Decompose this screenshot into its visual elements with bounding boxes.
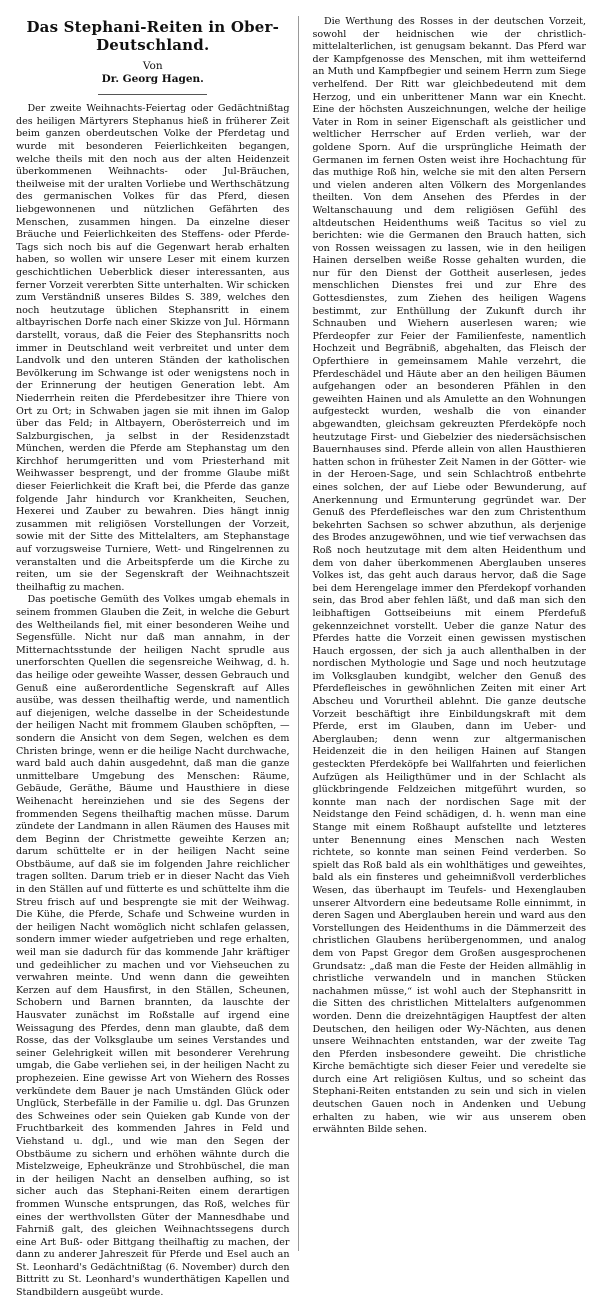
two-column-layout [16,16,586,1299]
left-column [16,16,299,1299]
byline-von: Von [142,60,163,72]
title-divider [98,94,207,95]
article-title: Das Stephani-Reiten in Ober-Deutschland. [26,18,280,54]
right-paragraph-1: Die Werthung des Rosses in der deutschen Vorzeit, sowohl der heidnischen wie der christlich-mittelalterlichen, ist genugsam bekannt. Das Pferd war der Kampfgenosse des Menschen, mit ihm wetteifernd an Muth und Kampfbegier und seinem Herrn zum Siege verhelfend. Der Ritt war gleichbedeutend mit dem Herzog, und ein unberittener Mann war ein Knecht. Eine der höchsten Auszeichnungen, welche der heilige Vater in Rom in seiner Eigenschaft als geistlicher und weltlicher Herrscher auf Erden verlieh, war der goldene Sporn. Auf die ursprüngliche Heimath der Germanen im fernen Osten weist ihre Hochachtung für das muthige Roß hin, welche sie mit den alten Persern und vielen anderen alten Völkern des Morgenlandes theilten. Von dem Ansehen des Pferdes in der Weltanschauung und dem religiösen Gefühl des altdeutschen Heidenthums weiß Tacitus so viel zu berichten: wie die Germanen den Brauch hatten, sich von Rossen weissagen zu lassen, wie in den heiligen Hainen derselben weiße Rosse gehalten wurden, die nur für den Dienst der Gottheit auserlesen, jedes menschlichen Dienstes frei und zur Ehre des Gottesdienstes, zum Ziehen des heiligen Wagens bestimmt, zur Enthüllung der Zukunft durch ihr Schnauben und Wiehern auserlesen waren; wie Pferdeopfer zur Feier der Familienfeste, namentlich Hochzeit und Begräbniß, abgehalten, das Fleisch der Opferthiere in gemeinsamem Mahle verzehrt, die Pferdeschädel und Häute aber an den heiligen Bäumen aufgehangen oder an besonderen Pfählen in den geweihten Hainen und als Amulette an den Wohnungen aufgesteckt wurden, weshalb die von einander abgewandten, gleichsam gekreuzten Pferdeköpfe noch heutzutage First- und Giebelzier des niedersächsischen Bauernhauses sind. Pferde allein von allen Hausthieren hatten schon in frühester Zeit Namen in der Götter- wie in der Heroen-Sage, und sein Schlachtroß entbehrte eines solchen, der auf Liebe oder Bewunderung, auf Anerkennung und Ermunterung gegründet war. Der Genuß des Pferdefleisches war den zum Christenthum bekehrten Sachsen so schwer abzuthun, als derjenige des Brodes anzugewöhnen, und wie tief verwachsen das Roß noch heutzutage mit dem alten Heidenthum und dem von daher überkommenen Aberglauben unseres Volkes ist, das geht auch daraus hervor, daß die Sage bei dem Herengelage immer den Pferdekopf vorhanden sein, das Brod aber fehlen läßt, und daß man sich den leibhaftigen Gottseibeiuns mit einem Pferdefuß gekennzeichnet vorstellt. Ueber die ganze Natur des Pferdes hatte die Vorzeit einen gewissen mystischen Hauch ergossen, der sich ja auch allenthalben in der nordischen Mythologie und Sage und noch heutzutage im Volksglauben kundgibt, welcher den Genuß des Pferdefleisches in gewöhnlichen Zeiten mit einer Art Abscheu und Vorurtheil ablehnt. Die ganze deutsche Vorzeit beschäftigt ihre Einbildungskraft mit dem Pferde, erst im Glauben, dann im Ueber- und Aberglauben; denn wenn zur altgermanischen Heidenzeit die in den heiligen Hainen auf Stangen gesteckten Pferdeköpfe bei Wallfahrten und feierlichen Aufzügen als Heiligthümer und in der Schlacht als glückbringende Feldzeichen mitgeführt wurden, so konnte man nach der nordischen Sage mit der Neidstange den Feind schädigen, d. h. wenn man eine Stange mit einem Roßhaupt aufstellte und letzteres unter Benennung eines Menschen nach Westen richtete, so konnte man seinen Feind verderben. So spielt das Roß bald als ein wohlthätiges und geweihtes, bald als ein finsteres und geheimnißvoll verderbliches Wesen, das überhaupt im Teufels- und Hexenglauben unserer Altvordern eine bedeutsame Rolle einnimmt, in deren Sagen und Aberglauben herein und ward aus den Vorstellungen des Heidenthums in die Dämmerzeit des christlichen Glaubens herübergenommen, und analog dem von Papst Gregor dem Großen ausgesprochenen Grundsatz: „daß man die Feste der Heiden allmählig in christliche verwandeln und in manchen Stücken nachahmen müsse,“ ist wohl auch der Stephansritt in die Sitten des christlichen Mittelalters aufgenommen worden. Denn die dreizehntägigen Hauptfest der alten Deutschen, den heiligen oder Wy-Nächten, aus denen unsere Weihnachten entstanden, war der zweite Tag den Pferden insbesondere geweiht. Die christliche Kirche bemächtigte sich dieser Feier und veredelte sie durch eine Art religiösen Kultus, und so scheint das Stephani-Reiten entstanden zu sein und sich in vielen deutschen Gauen noch in Andenken und Uebung erhalten zu haben, wie wir aus unserem oben erwähnten Bilde sehen. [312,16,586,1136]
left-paragraph-2: Das poetische Gemüth des Volkes umgab ehemals in seinem frommen Glauben die Zeit, in welche die Geburt des Weltheilands fiel, mit einer besonderen Weihe und Segensfülle. Nicht nur daß man annahm, in der Mitternachtsstunde der heiligen Nacht sprudle aus unerforschten Quellen die segensreiche Weihwag, d. h. das heilige oder geweihte Wasser, dessen Gebrauch und Genuß eine außerordentliche Segenskraft auf Alles ausübe, was dessen theilhaftig werde, und namentlich auf diejenigen, welche dasselbe in der Scheidestunde der heiligen Nacht mit frommem Glauben schöpften, — sondern die Ansicht von dem Segen, welchen es dem Christen bringe, wenn er die heilige Nacht durchwache, ward bald auch dahin ausgedehnt, daß man die ganze unmittelbare Umgebung des Menschen: Räume, Gebäude, Geräthe, Bäume und Hausthiere in diese Weihenacht hereinziehen und sie des Segens der frommenden Segens theilhaftig machen müsse. Darum zündete der Landmann in allen Räumen des Hauses mit dem Beginn der Christmette geweihte Kerzen an; darum schüttelte er in der heiligen Nacht seine Obstbäume, auf daß sie im folgenden Jahre reichlicher tragen sollten. Darum trieb er in dieser Nacht das Vieh in den Ställen auf und fütterte es und schüttelte ihm die Streu frisch auf und besprengte sie mit der Weihwag. Die Kühe, die Pferde, Schafe und Schweine wurden in der heiligen Nacht womöglich nicht schlafen gelassen, sondern immer wieder aufgetrieben und rege erhalten, weil man sie dadurch für das kommende Jahr kräftiger und gedeihlicher zu machen und vor Viehseuchen zu verwahren meinte. Und wenn dann die geweihten Kerzen auf dem Hausfirst, in den Ställen, Scheunen, Schobern und Barnen brannten, da lauschte der Hausvater zunächst im Roßstalle auf irgend eine Weissagung des Pferdes, denn man glaubte, daß dem Rosse, das der Volksglaube um seines Verstandes und seiner Gelehrigkeit willen mit besonderer Verehrung umgab, die Gabe verliehen sei, in der heiligen Nacht zu prophezeien. Eine gewisse Art von Wiehern des Rosses verkündete dem Bauer je nach Umständen Glück oder Unglück, Sterbefälle in der Familie u. dgl. Das Grunzen des Schweines oder sein Quieken gab Kunde von der Fruchtbarkeit des kommenden Jahres in Feld und Viehstand u. dgl., und wie man den Segen der Obstbäume zu sichern und erhöhen wähnte durch die Mistelzweige, Epheukränze und Strohbüschel, die man in der heiligen Nacht an denselben aufhing, so ist sicher auch das Stephani-Reiten einem derartigen frommen Wunsche entsprungen, das Roß, welches für eines der werthvollsten Güter der Mannesdhabe und Fahrniß galt, des gleichen Weihnachtssegens durch eine Art Buß- oder Bittgang theilhaftig zu machen, der dann zu anderer Jahreszeit für Pferde und Esel auch an St. Leonhard's Gedächtnißtag (6. November) durch den Bittritt zu St. Leonhard's wunderthätigen Kapellen und Standbildern ausgeübt wurde. [16,594,290,1299]
article-author: Dr. Georg Hagen. [101,73,204,86]
right-column [313,16,587,1251]
left-paragraph-1: Der zweite Weihnachts-Feiertag oder Gedächtnißtag des heiligen Märtyrers Stephanus hieß in früherer Zeit beim ganzen oberdeutschen Volke der Pferdetag und wurde mit besonderen Feierlichkeiten begangen, welche theils mit den noch aus der alten Heidenzeit überkommenen Weihnachts- oder Jul-Bräuchen, theilweise mit der uralten Vorliebe und Werthschätzung des germanischen Volkes für das Pferd, diesen liebgewonnenen und nützlichen Gefährten des Menschen, zusammen hingen. Da einzelne dieser Bräuche und Feierlichkeiten des Steffens- oder Pferde-Tags sich noch bis auf die Gegenwart herab erhalten haben, so wollen wir unsere Leser mit einem kurzen geschichtlichen Ueberblick dieser interessanten, aus ferner Vorzeit vererbten Sitte unterhalten. Wir schicken zum Verständniß unseres Bildes S. 389, welches den noch heutzutage üblichen Stephansritt in einem altbayrischen Dorfe nach einer Skizze von Jul. Hörmann darstellt, voraus, daß die Feier des Stephansritts noch immer in Deutschland weit verbreitet und unter dem Landvolk und den unteren Ständen der katholischen Bevölkerung im Schwange ist oder wenigstens noch in der Erinnerung der heutigen Generation lebt. Am Niederrhein reiten die Pferdebesitzer ihre Thiere von Ort zu Ort; in Schwaben jagen sie mit ihnen im Galop über das Feld; in Altbayern, Oberösterreich und im Salzburgischen, ja selbst in der Residenzstadt München, werden die Pferde am Stephanstag um den Kirchhof herumgeritten und vom Priesterhand mit Weihwasser besprengt, und der fromme Glaube mißt dieser Feierlichkeit die Kraft bei, die Pferde das ganze folgende Jahr hindurch vor Krankheiten, Seuchen, Hexerei und Zauber zu bewahren. Dies hängt innig zusammen mit religiösen Vorstellungen der Vorzeit, sowie mit der Sitte des Mittelalters, am Stephanstage auf vorzugsweise Turniere, Wett- und Ringelrennen zu veranstalten und die Arbeitspferde um die Kirche zu reiten, um sie der Segenskraft der Weihnachtszeit theilhaftig zu machen. [16,103,290,593]
